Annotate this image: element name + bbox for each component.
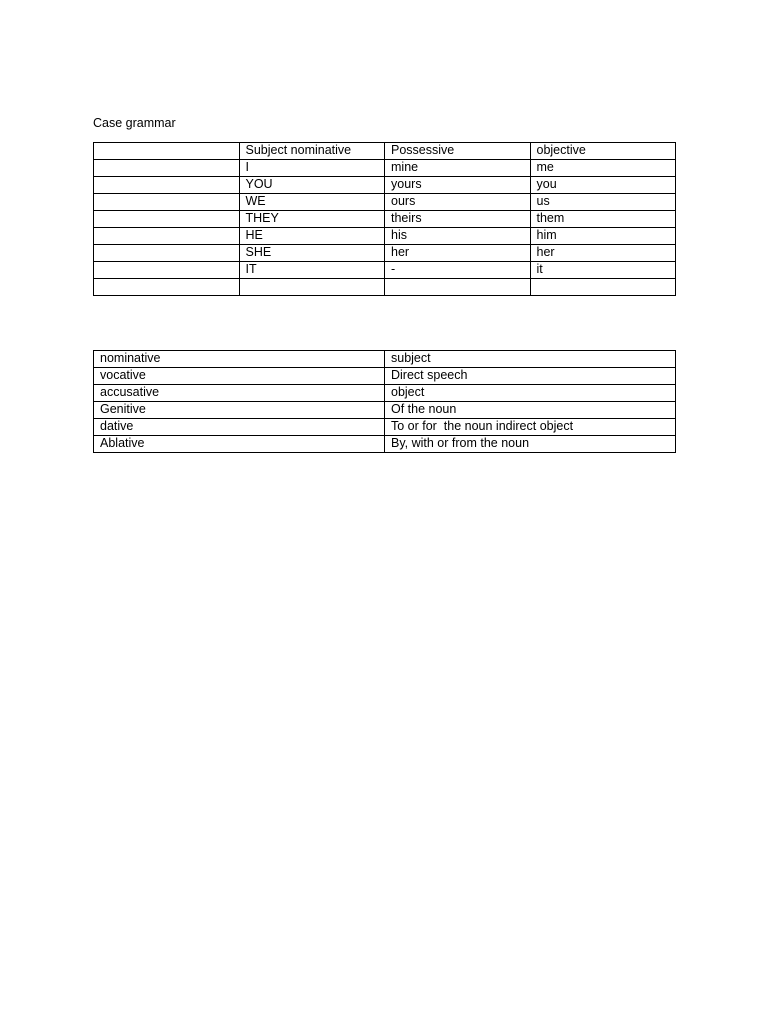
table-cell [94, 228, 240, 245]
table-row [94, 436, 676, 453]
table-row [94, 262, 676, 279]
table-row [94, 194, 676, 211]
table-cell [94, 177, 240, 194]
table-cell: HE [239, 228, 385, 245]
table-cell: you [530, 177, 676, 194]
table-cell [94, 279, 240, 296]
table-row [94, 419, 676, 436]
table-cell: nominative [94, 351, 385, 368]
table-cell: Direct speech [385, 368, 676, 385]
table-cell: ours [385, 194, 531, 211]
table-cell: object [385, 385, 676, 402]
document-title: Case grammar [93, 116, 176, 130]
table-row [94, 211, 676, 228]
table-cell: us [530, 194, 676, 211]
table-cell: Genitive [94, 402, 385, 419]
table-cell: her [530, 245, 676, 262]
table-row [94, 279, 676, 296]
table-cell: theirs [385, 211, 531, 228]
table-cell [530, 279, 676, 296]
table-row [94, 143, 676, 160]
table-cell [94, 211, 240, 228]
table-cell: me [530, 160, 676, 177]
table-cell [94, 245, 240, 262]
table-row [94, 245, 676, 262]
pronoun-case-table [93, 142, 676, 296]
table-cell: SHE [239, 245, 385, 262]
table-cell: him [530, 228, 676, 245]
table-cell: mine [385, 160, 531, 177]
table-cell [94, 160, 240, 177]
table-cell: it [530, 262, 676, 279]
table-cell: objective [530, 143, 676, 160]
table-cell: her [385, 245, 531, 262]
table-cell: subject [385, 351, 676, 368]
table-cell [385, 279, 531, 296]
table-row [94, 228, 676, 245]
table-cell: yours [385, 177, 531, 194]
table-cell: IT [239, 262, 385, 279]
table-cell: Subject nominative [239, 143, 385, 160]
table-cell: his [385, 228, 531, 245]
table-cell: Possessive [385, 143, 531, 160]
table-cell [94, 143, 240, 160]
table-cell [94, 262, 240, 279]
table-cell [94, 194, 240, 211]
table-cell: dative [94, 419, 385, 436]
table-cell: To or for the noun indirect object [385, 419, 676, 436]
table-cell: - [385, 262, 531, 279]
table-row [94, 368, 676, 385]
table-cell: YOU [239, 177, 385, 194]
table-cell: accusative [94, 385, 385, 402]
table-cell: Of the noun [385, 402, 676, 419]
table-cell: WE [239, 194, 385, 211]
table-cell: By, with or from the noun [385, 436, 676, 453]
table-row [94, 385, 676, 402]
table-cell: I [239, 160, 385, 177]
table-row [94, 402, 676, 419]
table-cell: Ablative [94, 436, 385, 453]
table-row [94, 351, 676, 368]
table-cell: them [530, 211, 676, 228]
table-row [94, 160, 676, 177]
latin-case-table [93, 350, 676, 453]
table-cell [239, 279, 385, 296]
table-cell: vocative [94, 368, 385, 385]
table-row [94, 177, 676, 194]
table-cell: THEY [239, 211, 385, 228]
